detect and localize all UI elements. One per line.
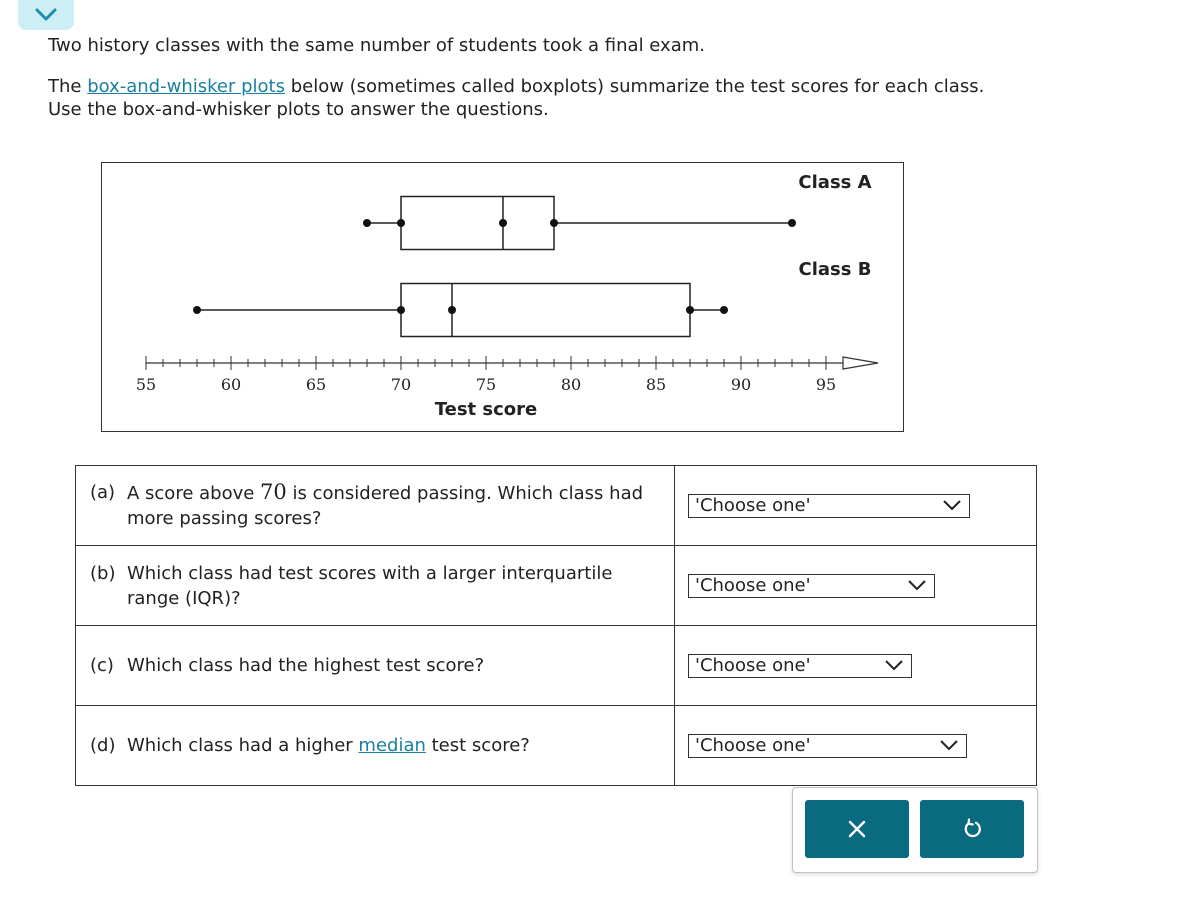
tick-label: 90	[730, 375, 752, 394]
intro-line-2	[48, 75, 1148, 98]
action-panel	[792, 787, 1038, 873]
tick-label: 70	[390, 375, 412, 394]
passing-score-number: 70	[260, 480, 287, 504]
question-label: (b)	[90, 562, 116, 584]
question-text: Which class had test scores with a larger interquartile range (IQR)?	[127, 562, 613, 609]
problem-intro	[48, 34, 1148, 121]
question-text-part: Which class had a higher	[127, 735, 359, 756]
class-a-q1-point	[397, 219, 405, 227]
chevron-down-icon	[940, 739, 960, 753]
class-a-box	[401, 197, 554, 250]
chevron-down-icon	[34, 7, 58, 23]
class-b-label: Class B	[798, 259, 872, 280]
chevron-down-icon	[908, 579, 928, 593]
x-icon	[847, 819, 867, 839]
intro-text: The	[48, 76, 88, 97]
class-a-max-point	[788, 219, 796, 227]
class-b-q1-point	[397, 306, 405, 314]
select-value: 'Choose one'	[695, 735, 811, 756]
tick-label: 55	[135, 375, 157, 394]
intro-line-1: Two history classes with the same number of students took a final exam.	[48, 35, 705, 56]
tick-label: 80	[560, 375, 582, 394]
class-a-label: Class A	[798, 172, 872, 193]
question-text-part: A score above	[127, 483, 261, 504]
class-b-max-point	[720, 306, 728, 314]
question-label: (a)	[90, 482, 116, 503]
select-value: 'Choose one'	[695, 495, 811, 516]
question-text	[127, 480, 660, 531]
class-b-median-point	[448, 306, 456, 314]
tick-label: 75	[475, 375, 497, 394]
chevron-down-icon	[885, 659, 905, 673]
select-value: 'Choose one'	[695, 655, 811, 676]
median-help-link[interactable]: median	[358, 735, 426, 756]
class-a-median-point	[499, 219, 507, 227]
clear-button[interactable]	[805, 800, 909, 858]
select-value: 'Choose one'	[695, 575, 811, 596]
question-text: Which class had the highest test score?	[127, 655, 485, 676]
answer-select-a[interactable]	[688, 494, 970, 518]
questions-table	[75, 465, 1037, 786]
class-b-box	[401, 284, 690, 337]
answer-select-d[interactable]	[688, 734, 967, 758]
x-axis-label: Test score	[434, 399, 538, 420]
intro-text: below (sometimes called boxplots) summarize the test scores for each class.	[284, 76, 985, 97]
answer-select-b[interactable]	[688, 574, 935, 598]
reset-button[interactable]	[920, 800, 1024, 858]
boxplot-chart	[101, 162, 904, 432]
class-b-q3-point	[686, 306, 694, 314]
class-a-min-point	[363, 219, 371, 227]
tick-label: 95	[815, 375, 837, 394]
question-row-d	[76, 706, 1037, 786]
question-label: (d)	[90, 735, 116, 756]
question-text-part: test score?	[425, 735, 530, 756]
question-row-c	[76, 626, 1037, 706]
question-label: (c)	[90, 655, 114, 676]
tick-label: 85	[645, 375, 667, 394]
collapse-toggle[interactable]	[18, 0, 74, 30]
class-a-q3-point	[550, 219, 558, 227]
question-text	[127, 733, 660, 758]
class-b-min-point	[193, 306, 201, 314]
answer-select-c[interactable]	[688, 654, 912, 678]
question-row-a	[76, 466, 1037, 546]
question-row-b	[76, 546, 1037, 626]
boxplot-help-link[interactable]: box-and-whisker plots	[87, 76, 285, 97]
intro-line-3: Use the box-and-whisker plots to answer the questions.	[48, 99, 549, 120]
tick-label: 65	[305, 375, 327, 394]
undo-icon	[960, 817, 984, 841]
chevron-down-icon	[943, 499, 963, 513]
x-axis-arrow	[843, 357, 878, 369]
tick-label: 60	[220, 375, 242, 394]
question-text-part: is considered passing. Which class had more passing scores?	[127, 483, 644, 529]
